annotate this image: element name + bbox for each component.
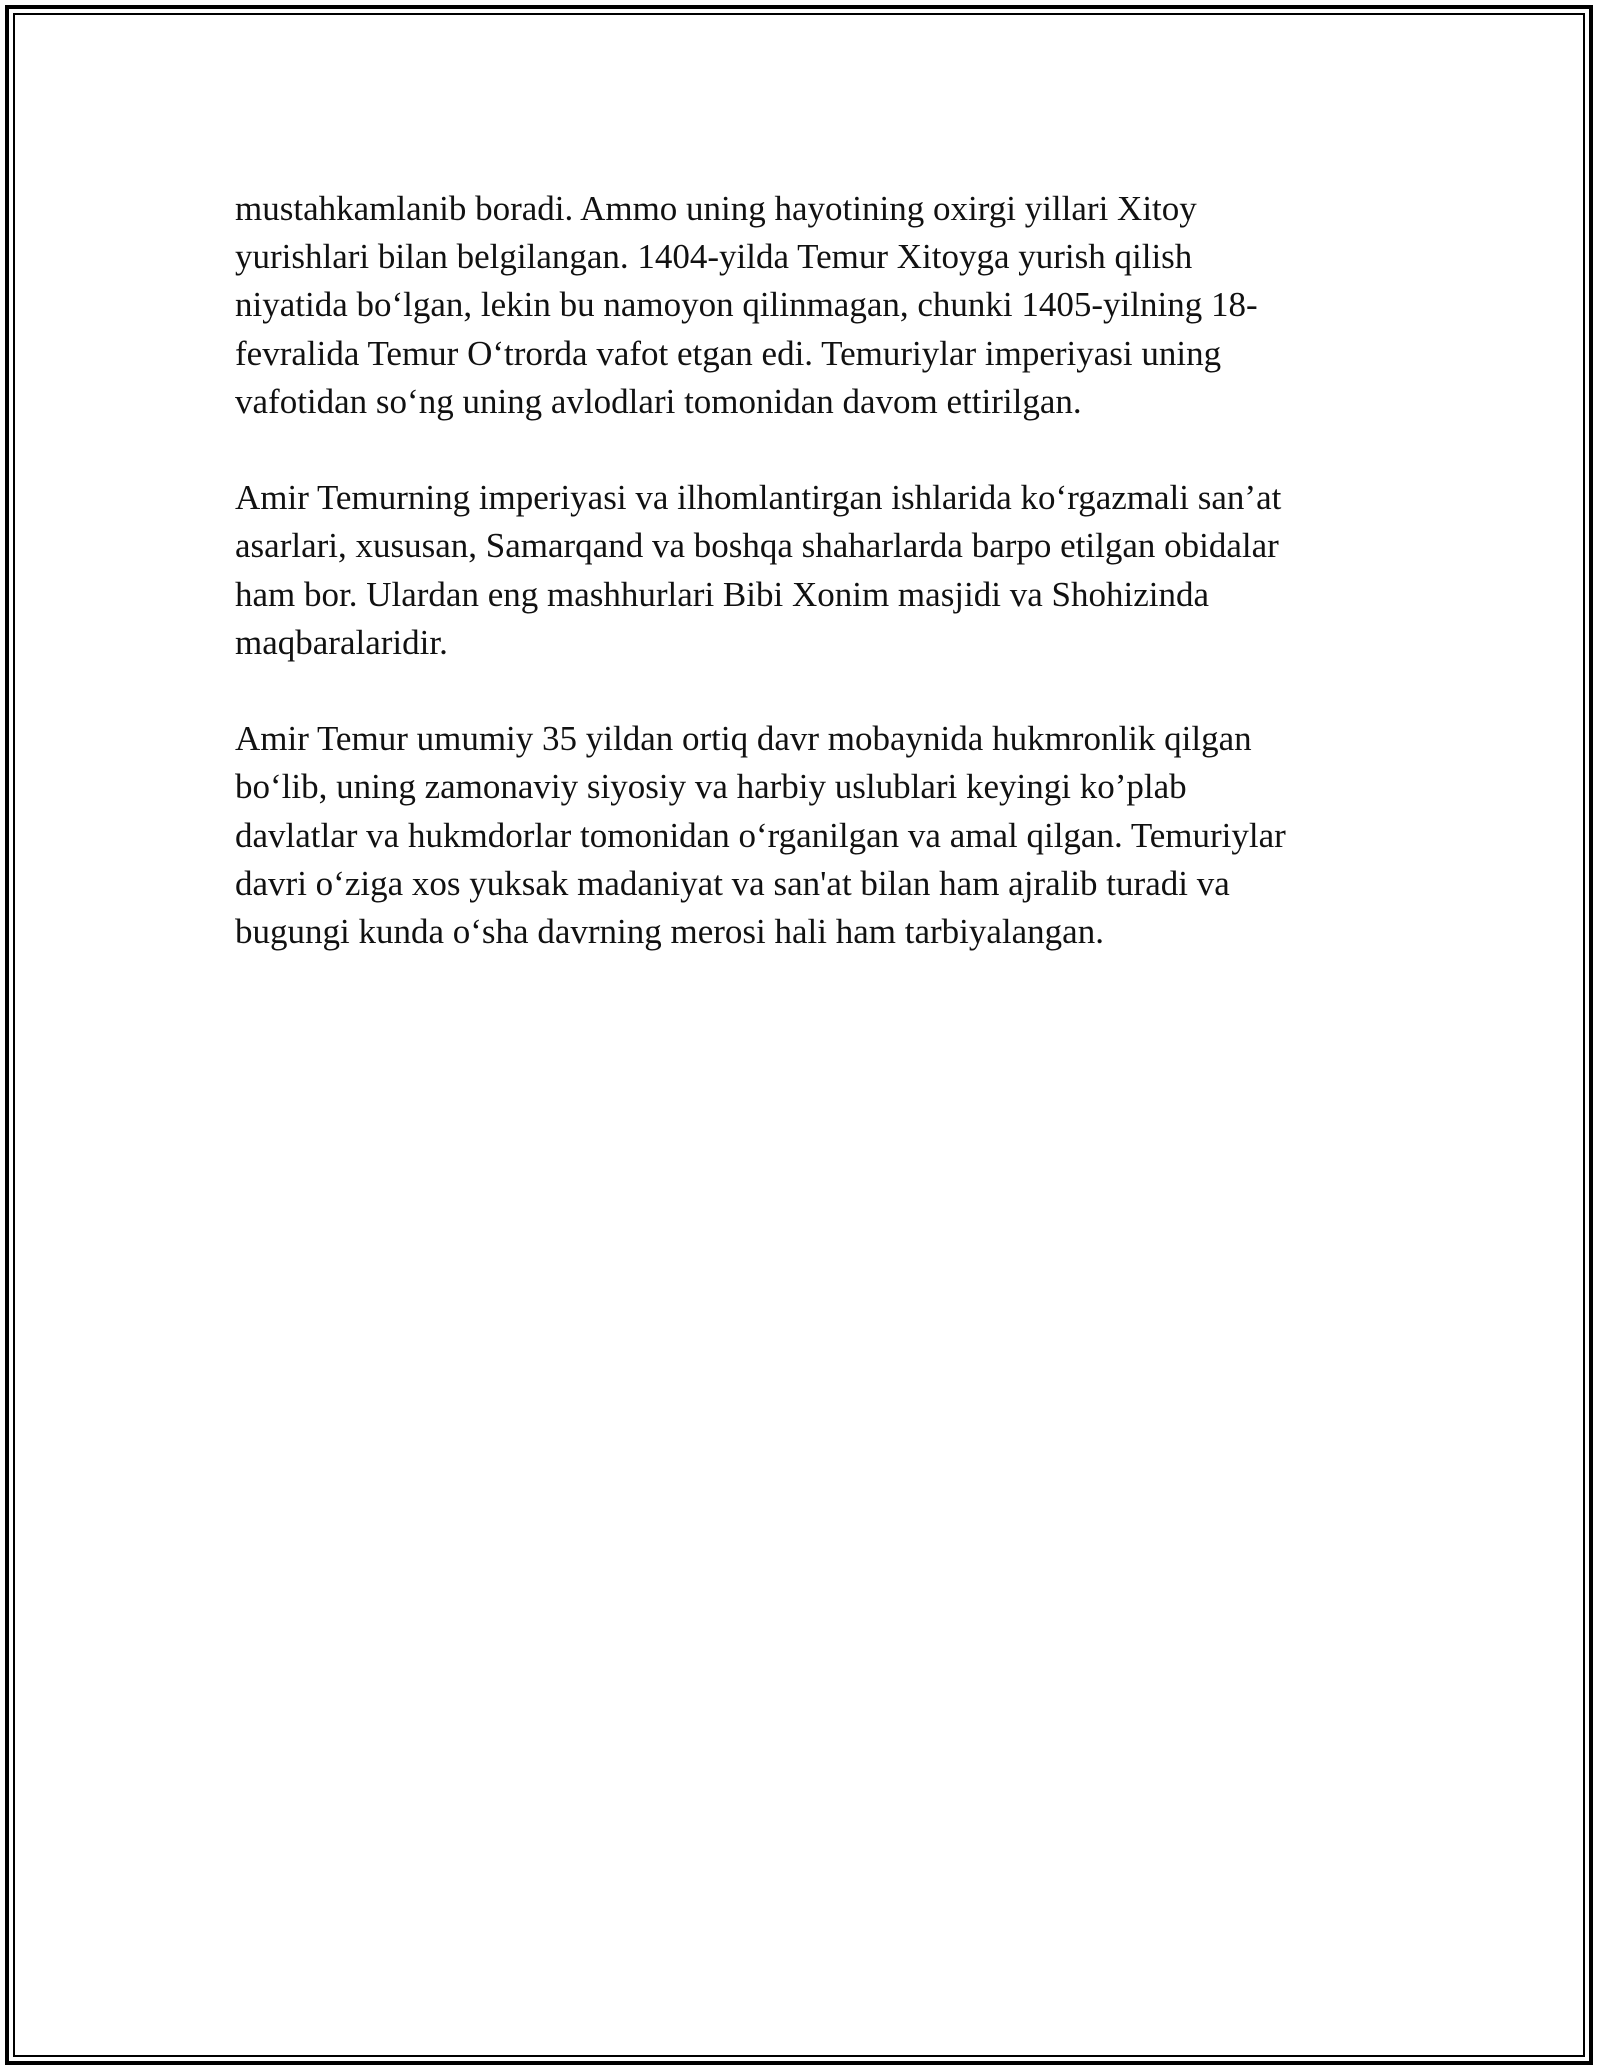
paragraph-1: mustahkamlanib boradi. Ammo uning hayotining oxirgi yillari Xitoy yurishlari bilan belgilangan. 1404-yilda Temur Xitoyga yurish qilish niyatida bo‘lgan, lekin bu namoyon qilinmagan, chunki 1405-yilning 18- fevralida Temur O‘trorda vafot etgan edi. Temuriylar imperiyasi uning vafotidan so‘ng uning avlodlari tomonidan davom ettirilgan. (235, 189, 1258, 421)
paragraph-3: Amir Temur umumiy 35 yildan ortiq davr mobaynida hukmronlik qilgan bo‘lib, uning zamonaviy siyosiy va harbiy uslublari keyingi ko’plab davlatlar va hukmdorlar tomonidan o‘rganilgan va amal qilgan. Temuriylar davri o‘ziga xos yuksak madaniyat va san'at bilan ham ajralib turadi va bugungi kunda o‘sha davrning merosi hali ham tarbiyalangan. (235, 719, 1286, 952)
paragraph-2: Amir Temurning imperiyasi va ilhomlantirgan ishlarida ko‘rgazmali san’at asarlari, xususan, Samarqand va boshqa shaharlarda barpo etilgan obidalar ham bor. Ulardan eng mashhurlari Bibi Xonim masjidi va Shohizinda maqbaralaridir. (235, 478, 1282, 662)
document-body (235, 185, 1365, 1004)
